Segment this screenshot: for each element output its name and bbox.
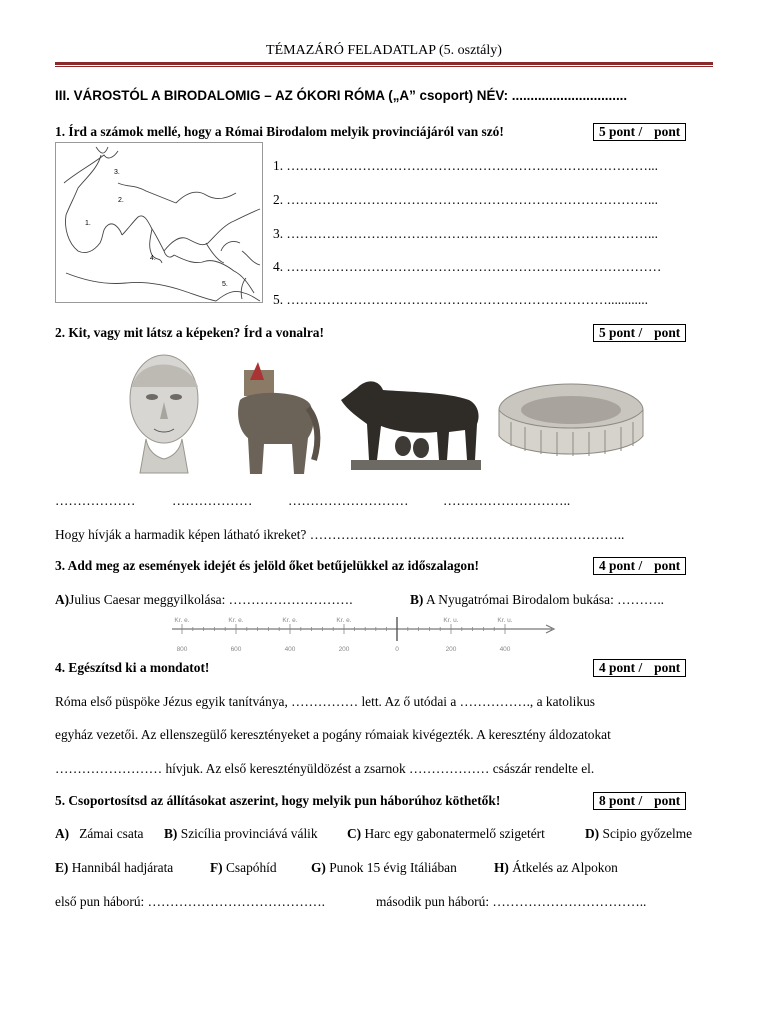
timeline-year-label: 800 <box>176 646 188 653</box>
map-label-5: 5. <box>222 281 228 288</box>
q5-item-b-text: Szicília provinciává válik <box>180 826 318 841</box>
q3-item-a[interactable] <box>55 592 353 608</box>
header-rule-thick <box>55 62 713 65</box>
q5-item-h-letter: H) <box>494 860 509 875</box>
q5-item-c <box>347 826 545 842</box>
q3-question: 3. Add meg az események idejét és jelöld őket betűjelükkel az időszalagon! <box>55 558 480 573</box>
q5-item-f-letter: F) <box>210 860 223 875</box>
q5-item-c-letter: C) <box>347 826 362 841</box>
q3-item-a-text: Julius Caesar meggyilkolása: ………………………. <box>69 592 353 607</box>
timeline-year-label: 400 <box>499 646 511 653</box>
q4-question: 4. Egészítsd ki a mondatot! <box>55 660 210 675</box>
timeline-year-label: 200 <box>338 646 350 653</box>
q3-item-b-text: A Nyugatrómai Birodalom bukása: ……….. <box>426 592 665 607</box>
colosseum-icon <box>497 380 645 465</box>
q5-item-d-text: Scipio győzelme <box>602 826 693 841</box>
q1-points-box <box>593 123 686 141</box>
worksheet-header: TÉMAZÁRÓ FELADATLAP (5. osztály) <box>266 43 502 58</box>
q4-points-suffix: pont <box>654 660 681 675</box>
q2-points-label: 5 pont / <box>599 325 643 340</box>
q3-item-a-letter: A) <box>55 592 70 607</box>
q1-question: 1. Írd a számok mellé, hogy a Római Birodalom melyik provinciájáról van szó! <box>55 124 504 139</box>
q1-points-label: 5 pont / <box>599 124 643 139</box>
q1-answer-line-4[interactable]: 4. ………………………………………………………………………… <box>273 259 662 274</box>
capitoline-wolf-image <box>337 374 487 474</box>
q5-item-a-letter: A) <box>55 826 70 841</box>
timeline-year-label: 600 <box>230 646 242 653</box>
q4-points-label: 4 pont / <box>599 660 643 675</box>
timeline-year-label: 200 <box>445 646 457 653</box>
timeline-year-label: 400 <box>284 646 296 653</box>
map-label-1: 1. <box>85 220 91 227</box>
elephant-icon <box>230 360 322 478</box>
header-rule-thin <box>55 66 713 67</box>
map-label-2: 2. <box>118 197 124 204</box>
timeline-era-label: Kr. e. <box>174 617 190 624</box>
q2-twins-question[interactable]: Hogy hívják a harmadik képen látható ikreket? …………………………………………………………….. <box>55 527 625 542</box>
map-outline-icon <box>56 143 262 302</box>
q5-item-e <box>55 860 173 876</box>
section-heading: III. VÁROSTÓL A BIRODALOMIG – AZ ÓKORI RÓMA („A” csoport) NÉV: ............................... <box>55 88 628 103</box>
q3-points-suffix: pont <box>654 558 681 573</box>
q5-item-h <box>494 860 618 876</box>
q1-answer-line-2[interactable]: 2. ………………………………………………………………………... <box>273 192 658 207</box>
wolf-icon <box>337 374 487 474</box>
q4-sentence-line-2: egyház vezetői. Az ellenszegülő keresztényeket a pogány rómaiak kivégezték. A keresztény áldozatokat <box>55 727 611 742</box>
q2-answer-line-1[interactable]: ……………… <box>55 493 136 508</box>
timeline-era-label: Kr. u. <box>443 617 459 624</box>
colosseum-image <box>497 380 645 465</box>
timeline-year-label: 0 <box>395 646 399 653</box>
timeline-era-label: Kr. u. <box>497 617 513 624</box>
q5-item-b-letter: B) <box>164 826 178 841</box>
q5-item-b <box>164 826 318 842</box>
q5-second-punic-war-line[interactable]: második pun háború: …………………………….. <box>376 894 647 909</box>
map-label-3: 3. <box>114 169 120 176</box>
q5-item-g-text: Punok 15 évig Itáliában <box>329 860 457 875</box>
bust-icon <box>118 347 210 477</box>
q5-item-g <box>311 860 457 876</box>
roman-empire-map <box>55 142 263 303</box>
q5-item-c-text: Harc egy gabonatermelő szigetért <box>364 826 545 841</box>
timeline[interactable] <box>170 612 560 654</box>
q1-points-suffix: pont <box>654 124 681 139</box>
q3-points-box <box>593 557 686 575</box>
q2-points-box <box>593 324 686 342</box>
timeline-era-label: Kr. e. <box>336 617 352 624</box>
q5-points-suffix: pont <box>654 793 681 808</box>
q2-question: 2. Kit, vagy mit látsz a képeken? Írd a vonalra! <box>55 325 324 340</box>
q1-answer-line-5[interactable]: 5. ………………………………………………………………............ <box>273 292 648 307</box>
q2-answer-line-2[interactable]: ……………… <box>172 493 253 508</box>
q5-item-f <box>210 860 277 876</box>
q2-answer-line-3[interactable]: ……………………… <box>288 493 409 508</box>
caesar-bust-image <box>118 347 210 477</box>
q5-points-box <box>593 792 686 810</box>
q5-points-label: 8 pont / <box>599 793 643 808</box>
q5-first-punic-war-line[interactable]: első pun háború: …………………………………. <box>55 894 326 909</box>
q4-sentence-line-3[interactable]: …………………… hívjuk. Az első keresztényüldözést a zsarnok ……………… császár rendelte el. <box>55 761 595 776</box>
q3-item-b-letter: B) <box>410 592 424 607</box>
q5-item-a <box>55 826 144 842</box>
q5-item-f-text: Csapóhíd <box>226 860 277 875</box>
q3-points-label: 4 pont / <box>599 558 643 573</box>
q4-points-box <box>593 659 686 677</box>
q3-item-b[interactable] <box>410 592 664 608</box>
timeline-era-label: Kr. e. <box>228 617 244 624</box>
q5-item-d-letter: D) <box>585 826 600 841</box>
war-elephant-image <box>230 360 322 478</box>
q4-sentence-line-1[interactable]: Róma első püspöke Jézus egyik tanítványa, …………… lett. Az ő utódai a ……………., a katolikus <box>55 694 596 709</box>
q2-points-suffix: pont <box>654 325 681 340</box>
q5-item-e-text: Hannibál hadjárata <box>71 860 174 875</box>
q2-answer-line-4[interactable]: ……………………….. <box>443 493 571 508</box>
map-label-4: 4. <box>150 255 156 262</box>
q5-item-h-text: Átkelés az Alpokon <box>512 860 618 875</box>
q5-item-e-letter: E) <box>55 860 69 875</box>
q1-answer-line-3[interactable]: 3. ………………………………………………………………………... <box>273 226 658 241</box>
q5-item-g-letter: G) <box>311 860 326 875</box>
q1-answer-line-1[interactable]: 1. ………………………………………………………………………... <box>273 158 658 173</box>
timeline-era-label: Kr. e. <box>282 617 298 624</box>
q5-item-d <box>585 826 692 842</box>
q5-item-a-text: Zámai csata <box>79 826 144 841</box>
q5-question: 5. Csoportosítsd az állításokat aszerint, hogy melyik pun háborúhoz köthetők! <box>55 793 501 808</box>
